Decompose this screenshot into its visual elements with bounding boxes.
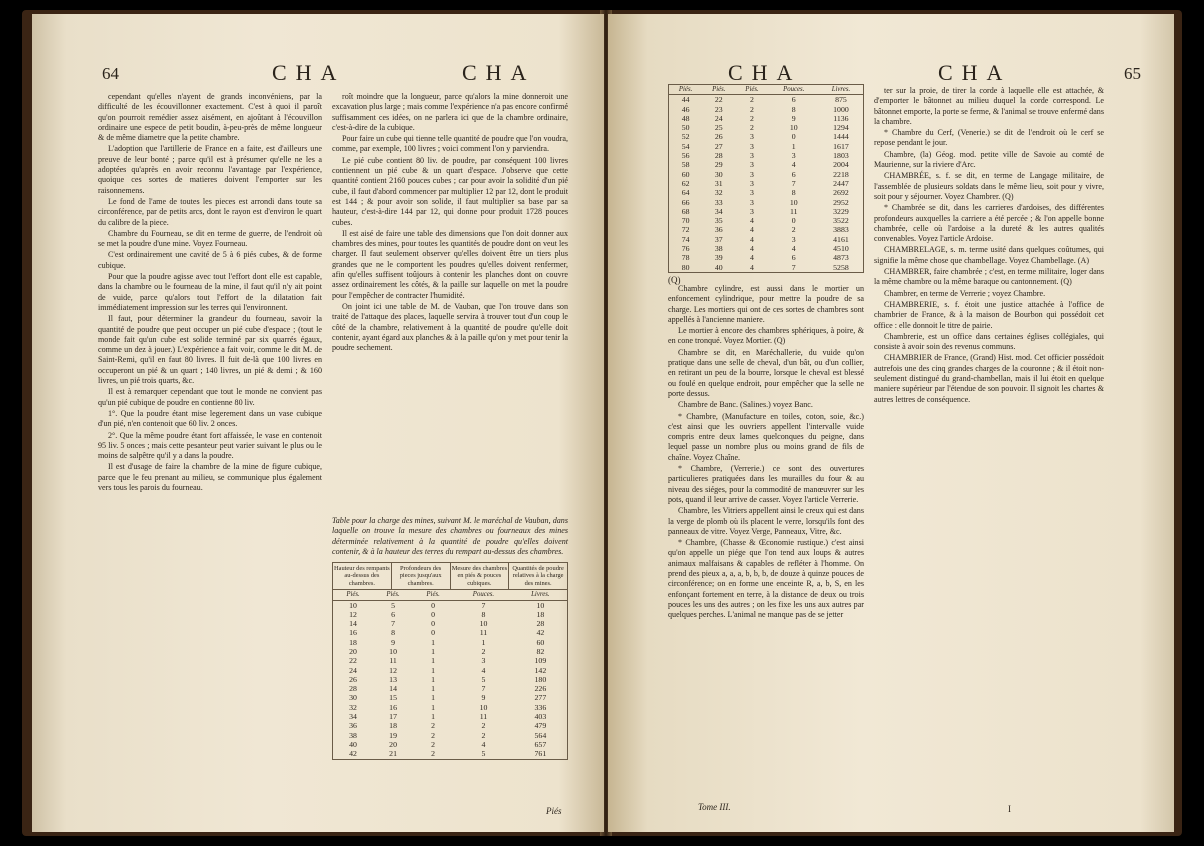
unit-label: Livres.	[819, 85, 863, 95]
table-cell: 76	[681, 244, 690, 254]
table-cell: 2	[431, 730, 436, 740]
table-row	[333, 675, 567, 684]
table-cell: 226	[534, 684, 547, 694]
table-cell: 8	[791, 104, 796, 114]
text-column	[874, 86, 1104, 798]
column-header: Hauteur des rempants au-dessus des chambres.	[333, 563, 392, 589]
table-row	[333, 684, 567, 693]
unit-label: Pouces.	[453, 590, 514, 600]
table-cell: 7	[391, 619, 396, 629]
table-row	[669, 123, 863, 132]
table-cell: 54	[681, 141, 690, 151]
table-cell: 78	[681, 253, 690, 263]
table-cell: 277	[534, 693, 547, 703]
table-cell: 1617	[833, 141, 849, 151]
table-cell: 34	[714, 206, 723, 216]
table-cell: 10	[479, 702, 488, 712]
table-cell: 1	[431, 665, 436, 675]
table-cell: 0	[431, 609, 436, 619]
table-cell: 109	[534, 656, 547, 666]
paragraph: Chambre de Banc. (Salines.) voyez Banc.	[678, 400, 813, 410]
table-cell: 6	[791, 253, 796, 263]
table-cell: 35	[714, 216, 723, 226]
unit-label: Piés.	[413, 590, 453, 600]
table-cell: 180	[534, 674, 547, 684]
table-cell: 22	[349, 656, 357, 666]
table-cell: 3	[750, 160, 754, 170]
table-cell: 58	[681, 160, 690, 170]
table-cell: 1000	[833, 104, 849, 114]
table-cell: 2	[431, 739, 436, 749]
table-cell: 10	[479, 619, 488, 629]
table-cell: 2692	[833, 188, 849, 198]
table-cell: 564	[534, 730, 547, 740]
table-cell: 7	[481, 600, 486, 610]
table-cell: 28	[536, 619, 545, 629]
table-cell: 19	[389, 730, 397, 740]
table-cell: 24	[349, 665, 357, 675]
table-cell: 1	[431, 684, 436, 694]
unit-label: Piés.	[669, 85, 702, 95]
table-cell: 42	[536, 628, 545, 638]
table-cell: 10	[349, 600, 357, 610]
table-cell: 3	[750, 206, 754, 216]
paragraph: CHAMBRIER de France, (Grand) Hist. mod. Cet officier possédoit autrefois une des cinq grandes charges de la couronne ; & il étoit non-seulement distingué du grand-chambellan, mais il lui étoit en quelque maniere supérieur par l'étendue de son pouvoir. Il signoit les chartes & autres lettres de conséquence.	[874, 353, 1104, 404]
table-cell: 42	[349, 749, 357, 759]
vauban-table	[332, 562, 568, 760]
table-cell: 6	[791, 169, 796, 179]
table-cell: 1136	[833, 113, 849, 123]
table-row	[669, 225, 863, 234]
table-cell: 66	[681, 197, 690, 207]
paragraph: Chambre du Fourneau, se dit en terme de guerre, de l'endroit où se met la poudre d'une mine. Voyez Fourneau.	[98, 228, 322, 249]
page-number: 65	[1124, 64, 1141, 83]
table-caption: Table pour la charge des mines, suivant M. le maréchal de Vauban, dans laquelle on trouve la mesure des chambres ou fourneaux des mines déterminée relativement à la quantité de poudre qu'elles doivent contenir, & à la hauteur des terres du rempart au-dessus des chambres.	[332, 516, 568, 556]
table-cell: 0	[431, 619, 436, 629]
page-number: 64	[102, 64, 119, 83]
table-cell: 33	[714, 197, 723, 207]
paragraph: Chambrer, en terme de Verrerie ; voyez Chambre.	[884, 288, 1046, 298]
paragraph: L'adoption que l'artillerie de France en a faite, est d'ailleurs une preuve de leur bonté ; parce qu'il est à présumer qu'elle ne les a adoptées qu'après en avoir reconnu l'avantage par l'expérience, quoique ces sortes de matieres doivent l'emporter sur les raisonnemens.	[98, 144, 322, 195]
running-head: CHA	[272, 60, 346, 85]
unit-label: Piés.	[702, 85, 735, 95]
paragraph: roît moindre que la longueur, parce qu'alors la mine donneroit une excavation plus large ; mais comme l'expérience n'a pas encore confirmé suffisamment ces idées, on ne parlera ici que de la chambre ordinaire, c'est-à-dire de la cubique.	[332, 92, 568, 132]
table-row	[333, 647, 567, 656]
vauban-table-continued	[668, 84, 864, 285]
table-cell: 4	[750, 253, 754, 263]
table-cell: 4	[481, 665, 486, 675]
table-cell: 36	[714, 225, 723, 235]
table-cell: 3	[750, 197, 754, 207]
table-row	[669, 235, 863, 244]
paragraph: On joint ici une table de M. de Vauban, que l'on trouve dans son traité de l'attaque des places, laquelle servira à trouver tout d'un coup le côté de la chambre, relativement à la quantité de poudre qu'elle doit contenir, ayant égard aux planches & à la paille qu'on y met pour tenir la poudre sechement.	[332, 301, 568, 353]
text-column	[668, 284, 864, 799]
table-row	[669, 142, 863, 151]
table-cell: 3	[791, 234, 796, 244]
subheader-row	[333, 590, 567, 600]
article-sign: (Q)	[668, 274, 681, 285]
table-cell: 44	[681, 95, 690, 105]
table-cell: 16	[349, 628, 357, 638]
table-row	[333, 638, 567, 647]
table-cell: 30	[349, 693, 357, 703]
table-cell: 2	[481, 721, 486, 731]
paragraph: * Chambre, (Verrerie.) ce sont des ouvertures particulieres pratiquées dans les murailles du four & au niveau des siéges, pour la commodité de manœuvrer sur les pots, quand il leur arrive de casser. Voyez l'article Verrerie.	[668, 464, 864, 504]
table-cell: 15	[389, 693, 397, 703]
paragraph: CHAMBRELAGE, s. m. terme usité dans quelques coûtumes, qui signifie la même chose que chambellage. Voyez Chambellage. (A)	[874, 245, 1104, 265]
table-cell: 4	[750, 244, 754, 254]
paragraph: Pour faire un cube qui tienne telle quantité de poudre que l'on voudra, comme, par exemple, 100 livres ; voici comment l'on y parviendra.	[332, 134, 568, 154]
table-row	[669, 216, 863, 225]
table-cell: 0	[791, 216, 796, 226]
paragraph: CHAMBRER, faire chambrée ; c'est, en terme militaire, loger dans la même chambre ou la même baraque ou cantonnement. (Q)	[874, 267, 1104, 287]
volume-footer: Tome III.	[698, 802, 731, 812]
table-cell: 8	[481, 609, 486, 619]
table-cell: 4	[750, 216, 754, 226]
table-cell: 2218	[833, 169, 849, 179]
table-cell: 60	[681, 169, 690, 179]
column-header: Mesure des chambres en piés & pouces cubiques.	[451, 563, 510, 589]
table-cell: 8	[791, 188, 796, 198]
table-cell: 11	[479, 628, 488, 638]
table-row	[669, 188, 863, 197]
left-page	[32, 14, 604, 832]
paragraph: Il est aisé de faire une table des dimensions que l'on doit donner aux chambres des mines, pour toutes les quantités de poudre dont on veut les charger. Il faut seulement observer qu'elles doivent être un tiers plus grandes que ne le comportent les poudres qu'elles doivent renfermer, afin qu'elles suffisent toûjours à contenir les planches dont on couvre assez ordinairement les côtés, & la paille sur laquelle on met la poudre pour l'empêcher de contracter l'humidité.	[332, 228, 568, 300]
paragraph: C'est ordinairement une cavité de 5 à 6 piés cubes, & de forme cubique.	[98, 250, 322, 270]
table-cell: 70	[681, 216, 690, 226]
table-row	[333, 740, 567, 749]
paragraph: * Chambre du Cerf, (Venerie.) se dit de l'endroit où le cerf se repose pendant le jour.	[874, 128, 1104, 148]
paragraph: 1°. Que la poudre étant mise legerement dans un vase cubique d'un pié, n'en contenoit que 60 liv. 2 onces.	[98, 408, 322, 429]
table-cell: 1444	[833, 132, 849, 142]
paragraph: Le pié cube contient 80 liv. de poudre, par conséquent 100 livres contiennent un pié cube & un quart d'espace. J'observe que cette quantité contient 2160 pouces cubes ; car pour avoir la solidité d'un pié cube, il faut d'abord commencer par multiplier 12 par 12, dont le produit est 144 ; & pour avoir son solide, il faut multiplier sa base par sa hauteur, c'est-à-dire 144 par 12, qui donne pour produit 1728 pouces cubes.	[332, 155, 568, 227]
table-cell: 50	[681, 123, 690, 133]
table-cell: 39	[714, 253, 723, 263]
table-row	[333, 721, 567, 730]
paragraph: 2°. Que la même poudre étant fort affaissée, le vase en contenoit 95 liv. 5 onces ; mais cette pesanteur peut varier suivant le plus ou le moins de salpêtre qu'il y a dans la poudre.	[98, 430, 322, 461]
unit-label: Piés.	[333, 590, 373, 600]
table-row	[669, 105, 863, 114]
table-cell: 2	[481, 647, 486, 656]
right-page	[608, 14, 1174, 832]
table-cell: 1	[431, 674, 436, 684]
table-cell: 27	[714, 141, 723, 151]
table-cell: 3522	[833, 216, 849, 226]
table-cell: 40	[714, 262, 723, 272]
column-header: Quantités de poudre relatives à la charge des mines.	[512, 565, 564, 587]
table-cell: 3	[750, 141, 754, 151]
table-cell: 4161	[833, 234, 849, 244]
data-table	[333, 590, 567, 758]
table-cell: 1	[431, 712, 436, 722]
catchword: Piés	[546, 806, 562, 816]
table-cell: 26	[349, 674, 357, 684]
table-cell: 1	[431, 656, 436, 666]
table-cell: 28	[349, 684, 357, 694]
table-cell: 2004	[833, 160, 849, 170]
paragraph: cependant qu'elles n'ayent de grands inconvéniens, par la difficulté de les écouvillonner exactement. C'est à quoi il paroît qu'on pourroit remédier assez aisément, en ajoûtant à l'écouvillon ordinaire une espece de petit boudin, à-peu-près de même longueur & de même diametre que la petite chambre.	[98, 92, 322, 143]
table-cell: 4	[481, 739, 486, 749]
table-cell: 9	[791, 113, 796, 123]
table-cell: 10	[389, 647, 397, 656]
paragraph: Chambre cylindre, est aussi dans le mortier un enfoncement cylindrique, pour mettre la poudre de sa charge. Les mortiers qui ont de ces sortes de chambres sont appellés à l'ancienne maniere.	[668, 284, 864, 324]
table-row	[669, 263, 863, 272]
table-cell: 21	[389, 749, 397, 759]
table-row	[333, 610, 567, 619]
table-cell: 657	[534, 739, 547, 749]
table-row	[333, 628, 567, 637]
table-cell: 11	[389, 656, 397, 666]
unit-label: Pouces.	[769, 85, 819, 95]
table-cell: 3	[750, 178, 754, 188]
table-cell: 3	[750, 169, 754, 179]
text-column	[332, 92, 568, 512]
table-cell: 52	[681, 132, 690, 142]
table-cell: 40	[349, 739, 357, 749]
data-table	[669, 85, 863, 272]
table-cell: 17	[389, 712, 397, 722]
table-cell: 3883	[833, 225, 849, 235]
table-cell: 26	[714, 132, 723, 142]
table-cell: 74	[681, 234, 690, 244]
table-cell: 7	[791, 262, 796, 272]
table-cell: 14	[389, 684, 397, 694]
table-cell: 64	[681, 188, 690, 198]
table-cell: 2	[750, 95, 754, 105]
table-cell: 14	[349, 619, 357, 629]
table-cell: 82	[536, 647, 545, 656]
table-cell: 9	[391, 637, 396, 647]
table-cell: 5	[481, 674, 486, 684]
table-cell: 11	[789, 206, 798, 216]
table-cell: 32	[714, 188, 723, 198]
table-cell: 38	[349, 730, 357, 740]
table-cell: 3	[791, 151, 796, 161]
unit-label: Livres.	[514, 590, 567, 600]
paragraph: * Chambre, (Manufacture en toiles, coton, soie, &c.) c'est ainsi que les ouvriers appellent l'intervalle vuide compris entre deux lames quelconques du peigne, dans lequel passe un nombre plus ou moins grand de fils de chaîne. Voyez Chaîne.	[668, 411, 864, 462]
table-cell: 16	[389, 702, 397, 712]
paragraph: CHAMBRERIE, s. f. étoit une justice attachée à l'office de chambrier de France, & à la maison de Bourbon qui possédoit cet office : elle donnoit le titre de pairie.	[874, 299, 1104, 330]
table-cell: 0	[431, 600, 436, 610]
table-cell: 34	[349, 712, 357, 722]
table-cell: 10	[536, 600, 545, 610]
table-cell: 13	[389, 674, 397, 684]
open-book	[22, 10, 1182, 836]
table-cell: 1	[431, 693, 436, 703]
table-cell: 3	[750, 151, 754, 161]
table-row	[669, 132, 863, 141]
table-row	[669, 95, 863, 105]
signature-mark: I	[1008, 804, 1011, 814]
table-cell: 761	[534, 749, 547, 759]
paragraph: Le fond de l'ame de toutes les pieces est arrondi dans toute sa circonférence, par de petits arcs, dont le rayon est d'environ le quart du calibre de la piece.	[98, 196, 322, 227]
table-row	[669, 114, 863, 123]
table-cell: 0	[791, 132, 796, 142]
table-cell: 10	[789, 197, 798, 207]
table-cell: 1	[431, 702, 436, 712]
table-cell: 3229	[833, 206, 849, 216]
table-cell: 62	[681, 178, 690, 188]
table-row	[333, 600, 567, 610]
table-cell: 7	[791, 178, 796, 188]
table-cell: 479	[534, 721, 547, 731]
paragraph: ter sur la proie, de tirer la corde à laquelle elle est attachée, & d'emporter le bâtonnet au milieu duquel la corde correspond. Le bâtonnet emporte, la porte se ferme, & l'animal se trouve enfermé dans la chambre.	[874, 86, 1104, 126]
table-cell: 3	[750, 132, 754, 142]
table-cell: 1	[431, 647, 436, 656]
table-cell: 1	[791, 141, 796, 151]
table-cell: 25	[714, 123, 723, 133]
paragraph: Chambrerie, est un office dans certaines églises collégiales, qui consiste à avoir soin des revenus communs.	[874, 331, 1104, 352]
subheader-row	[669, 85, 863, 95]
table-cell: 2	[481, 730, 486, 740]
table-cell: 10	[789, 123, 798, 133]
running-head: CHA	[938, 60, 1012, 85]
paragraph: Le mortier à encore des chambres sphériques, à poire, & en cone tronqué. Voyez Mortier. (Q)	[668, 326, 864, 346]
column-header: Profondeurs des pieces jusqu'aux chambres.	[392, 563, 451, 589]
table-cell: 29	[714, 160, 723, 170]
table-cell: 5	[391, 600, 396, 610]
table-header	[332, 562, 568, 589]
table-row	[333, 656, 567, 665]
table-cell: 6	[791, 95, 796, 105]
table-cell: 8	[391, 628, 396, 638]
table-cell: 5	[481, 749, 486, 759]
table-cell: 68	[681, 206, 690, 216]
table-cell: 875	[835, 95, 847, 105]
paragraph: Chambre se dit, en Maréchallerie, du vuide qu'on pratique dans une selle de cheval, d'un bât, ou d'un collier, en retirant un peu de la bourre, lorsque le cheval est blessé ou foulé en quelque endroit, pour empêcher que la selle ne porte dessus.	[668, 347, 864, 398]
paragraph: Pour que la poudre agisse avec tout l'effort dont elle est capable, dans la chambre ou le fourneau de la mine, il faut qu'il n'y ait point de vuide, parce qu'alors tout l'effort de la dilatation fait immédiatement impression sur les terres qui l'environnent.	[98, 272, 322, 312]
table-cell: 6	[391, 609, 396, 619]
table-cell: 2	[431, 721, 436, 731]
table-cell: 38	[714, 244, 723, 254]
table-row	[669, 207, 863, 216]
table-row	[669, 179, 863, 188]
table-row	[669, 244, 863, 253]
table-cell: 46	[681, 104, 690, 114]
table-cell: 4	[750, 225, 754, 235]
table-cell: 1	[481, 637, 486, 647]
table-cell: 4	[750, 234, 754, 244]
table-cell: 142	[534, 665, 547, 675]
table-row	[333, 703, 567, 712]
table-cell: 1803	[833, 151, 849, 161]
table-cell: 7	[481, 684, 486, 694]
table-cell: 2	[750, 123, 754, 133]
table-cell: 11	[479, 712, 488, 722]
table-cell: 37	[714, 234, 723, 244]
table-cell: 403	[534, 712, 547, 722]
table-cell: 1	[431, 637, 436, 647]
table-cell: 4	[791, 244, 796, 254]
table-cell: 18	[536, 609, 545, 619]
table-cell: 3	[481, 656, 486, 666]
table-cell: 4	[750, 262, 754, 272]
table-cell: 12	[389, 665, 397, 675]
table-cell: 28	[714, 151, 723, 161]
table-cell: 4	[791, 160, 796, 170]
table-cell: 32	[349, 702, 357, 712]
table-cell: 0	[431, 628, 436, 638]
table-cell: 2	[431, 749, 436, 759]
table-row	[333, 749, 567, 758]
table-row	[669, 160, 863, 169]
running-head: CHA	[462, 60, 536, 85]
paragraph: Il est à remarquer cependant que tout le monde ne convient pas qu'un pié cubique de poudre en contienne 80 liv.	[98, 387, 322, 407]
table-cell: 22	[714, 95, 723, 105]
table-cell: 72	[681, 225, 690, 235]
table-row	[669, 253, 863, 262]
paragraph: CHAMBRÉE, s. f. se dit, en terme de Langage militaire, de l'assemblée de plusieurs soldats dans le même lieu, soit pour y vivre, soit pour y séjourner. Voyez Chambrer. (Q)	[874, 171, 1104, 201]
table-row	[669, 170, 863, 179]
table-cell: 336	[534, 702, 547, 712]
table-cell: 2	[750, 113, 754, 123]
table-cell: 1294	[833, 123, 849, 133]
table-cell: 3	[750, 188, 754, 198]
table-cell: 2	[750, 104, 754, 114]
table-cell: 56	[681, 151, 690, 161]
table-cell: 2	[791, 225, 796, 235]
paragraph: * Chambre, (Chasse & Œconomie rustique.) c'est ainsi qu'on appelle un piége que l'on tend aux loups & autres animaux malfaisans & capables de refléter à l'homme. On prend des pieux a, a, a, b, b, b, de douze à quinze pouces de circonférence; on en forme une enceinte R, a, b, S, en les enfonçant fortement en terre, à la distance de deux ou trois pouces les uns des autres ; on les fixe les uns aux autres par quelques perches. L'animal ne manque pas de se jetter	[668, 538, 864, 620]
paragraph: Chambre, (la) Géog. mod. petite ville de Savoie au comté de Maurienne, sur la riviere d'Arc.	[874, 149, 1104, 170]
table-cell: 80	[681, 262, 690, 272]
table-cell: 24	[714, 113, 723, 123]
table-cell: 48	[681, 113, 690, 123]
table-row	[669, 198, 863, 207]
table-cell: 18	[389, 721, 397, 731]
table-cell: 4873	[833, 253, 849, 263]
table-cell: 4510	[833, 244, 849, 254]
table-row	[333, 712, 567, 721]
table-cell: 36	[349, 721, 357, 731]
table-cell: 20	[349, 647, 357, 656]
table-row	[333, 619, 567, 628]
table-cell: 31	[714, 178, 723, 188]
table-row	[669, 151, 863, 160]
unit-label: Piés.	[373, 590, 413, 600]
paragraph: * Chambrée se dit, dans les carrieres d'ardoises, des différentes profondeurs auxquelles la carriere a été percée ; & l'on appelle bonne chambrée, celle où l'ardoise a la dureté & les autres qualités convenables. Voyez l'article Ardoise.	[874, 203, 1104, 244]
table-cell: 23	[714, 104, 723, 114]
table-cell: 5258	[833, 262, 849, 272]
table-cell: 2952	[833, 197, 849, 207]
unit-label: Piés.	[735, 85, 768, 95]
paragraph: Il est d'usage de faire la chambre de la mine de figure cubique, parce que le feu prenant au milieu, se communique plus également vers tous les parois du fourneau.	[98, 462, 322, 492]
table-cell: 18	[349, 637, 357, 647]
table-row	[333, 666, 567, 675]
table-row	[333, 731, 567, 740]
paragraph: Chambre, les Vitriers appellent ainsi le creux qui est dans la verge de plomb où ils placent le verre, lorsqu'ils font des panneaux de vitre. Voyez Verge, Panneaux, Vitre, &c.	[668, 506, 864, 536]
table-cell: 60	[536, 637, 545, 647]
table-cell: 2447	[833, 178, 849, 188]
table-cell: 9	[481, 693, 486, 703]
table-row	[333, 693, 567, 702]
running-head: CHA	[728, 60, 802, 85]
table-cell: 30	[714, 169, 723, 179]
paragraph: Il faut, pour déterminer la grandeur du fourneau, savoir la quantité de poudre que peut occuper un pié cube d'espace ; (tout le monde fait qu'un cube est solide terminé par six quarrés égaux, comme un dez à jouer.) L'expérience a fait voir, comme le dit M. de Saint-Remi, qu'il en faut 80 livres. Il fuit de-là que 100 livres en occuperont un pié & un quart ; 140 livres, un pié & demi ; & 160 livres, un pié trois quarts, &c.	[98, 314, 322, 386]
table-cell: 20	[389, 739, 397, 749]
table-cell: 12	[349, 609, 357, 619]
text-column	[98, 92, 322, 812]
